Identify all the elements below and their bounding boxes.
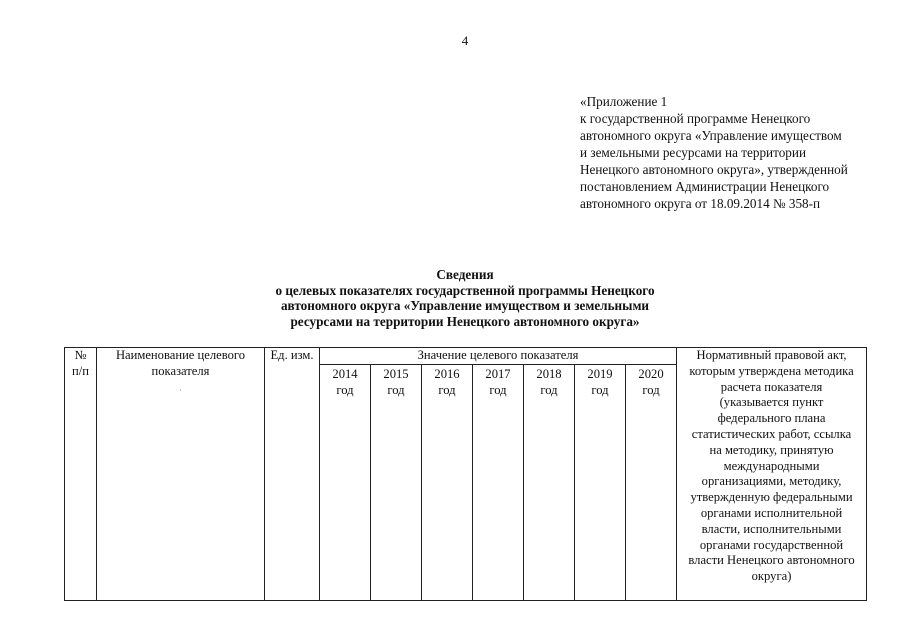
year-2019: 2019 год bbox=[575, 364, 626, 600]
year-2015: 2015 год bbox=[371, 364, 422, 600]
header-indicator-name: Наименование целевого показателя · bbox=[97, 348, 265, 601]
header-number: № п/п bbox=[65, 348, 97, 601]
header-legal-act: Нормативный правовой акт, которым утверждена методика расчета показателя (указывается пункт федерального плана статистических работ, ссылка на методику, принятую международными организациями, методику, утвержденную федеральными органами исполнительной власти, исполнительными органами государственной власти Ненецкого автономного округа) bbox=[677, 348, 867, 601]
header-indicator-value: Значение целевого показателя bbox=[320, 348, 677, 365]
title-line: Сведения bbox=[436, 267, 494, 282]
header-unit: Ед. изм. bbox=[265, 348, 320, 601]
title-line: автономного округа «Управление имуществом и земельными bbox=[280, 298, 650, 313]
document-title bbox=[220, 267, 710, 329]
table-header-row bbox=[65, 348, 867, 365]
year-2016: 2016 год bbox=[422, 364, 473, 600]
year-2020: 2020 год bbox=[626, 364, 677, 600]
page-number: 4 bbox=[461, 33, 469, 48]
scan-dot: · bbox=[179, 385, 182, 395]
year-2017: 2017 год bbox=[473, 364, 524, 600]
title-line: о целевых показателях государственной программы Ненецкого bbox=[275, 282, 655, 298]
year-2018: 2018 год bbox=[524, 364, 575, 600]
title-line: ресурсами на территории Ненецкого автономного округа» bbox=[290, 313, 640, 329]
indicators-table bbox=[64, 347, 867, 601]
year-2014: 2014 год bbox=[320, 364, 371, 600]
appendix-note: «Приложение 1 к государственной программе Ненецкого автономного округа «Управление имуществом и земельными ресурсами на территории Ненецкого автономного округа», утвержденной постановлением Администрации Ненецкого автономного округа от 18.09.2014 № 358-п bbox=[580, 94, 848, 211]
